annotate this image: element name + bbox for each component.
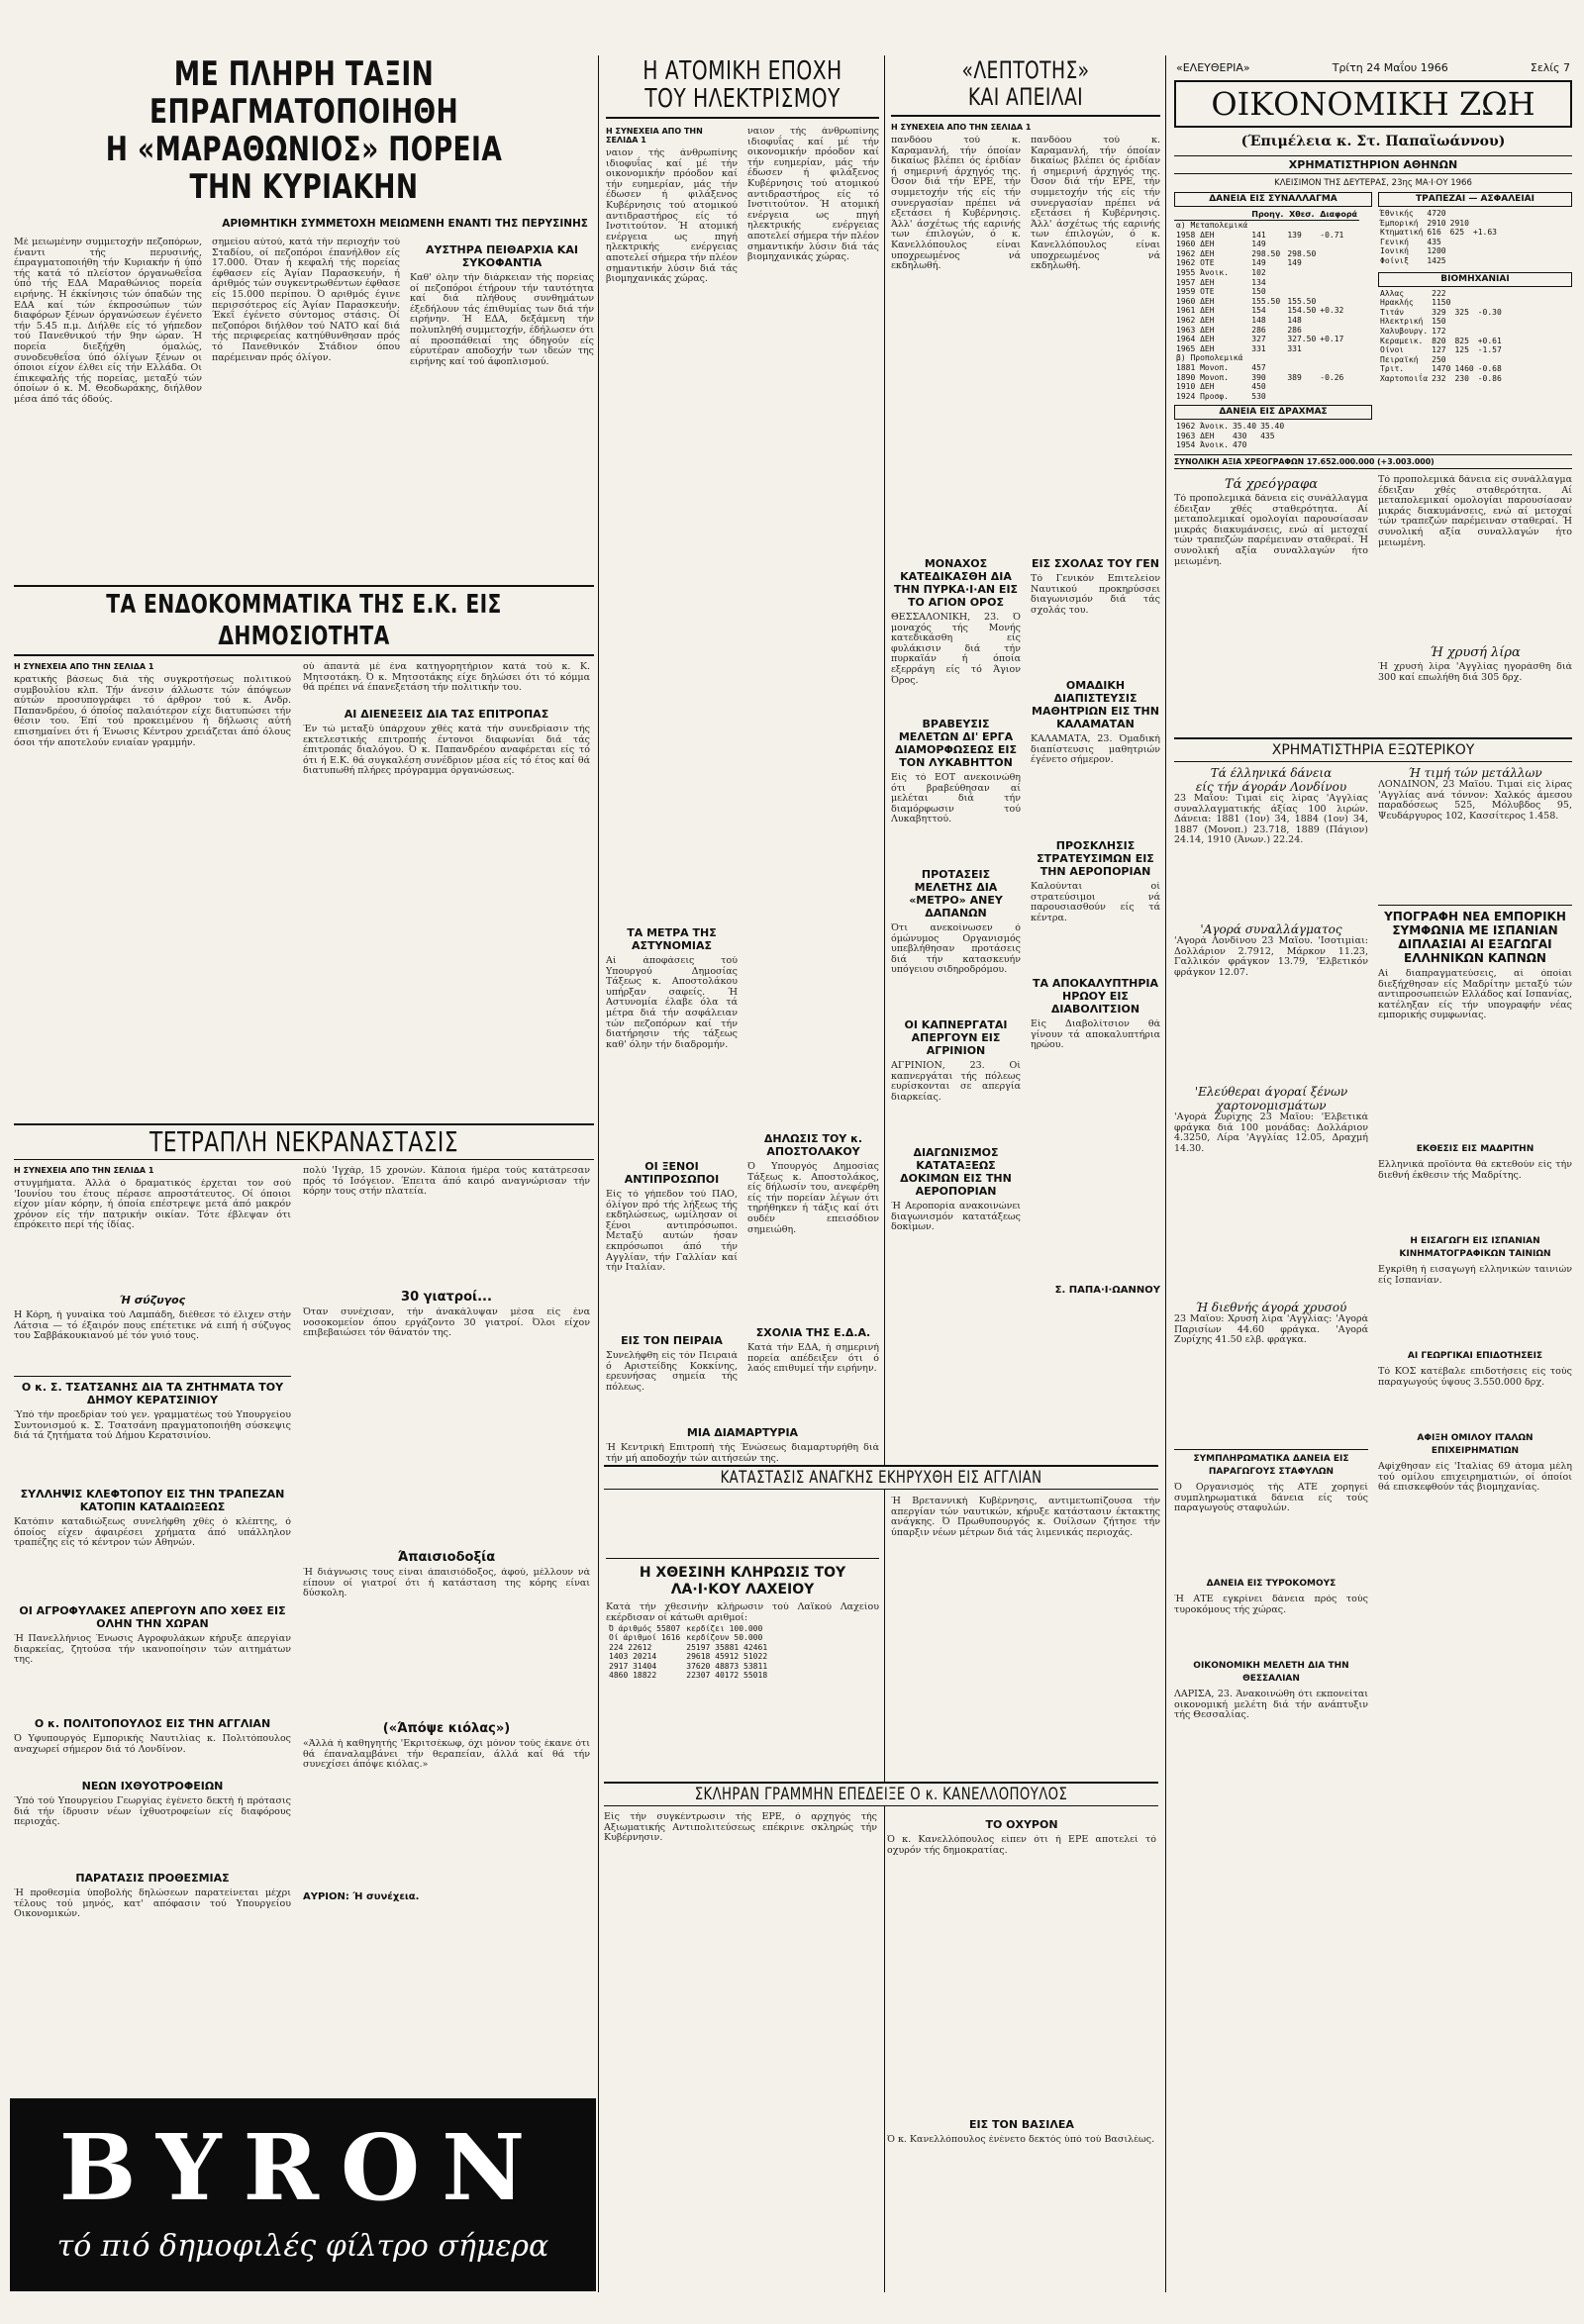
loan-row: 1961 ΔΕΗ 154 154.50 +0.32	[1176, 306, 1344, 316]
foreign-title: ΧΡΗΜΑΤΙΣΤΗΡΙΑ ΕΞΩΤΕΡΙΚΟΥ	[1174, 737, 1572, 762]
lottery-row: 224 22612 25197 35881 42461	[609, 1642, 768, 1652]
lead-subhead: ΑΥΣΤΗΡΑ ΠΕΙΘΑΡΧΙΑ ΚΑΙ ΣΥΚΟΦΑΝΤΙΑ	[426, 243, 578, 269]
byron-ad	[10, 2098, 596, 2291]
tyro-body: Ή ΑΤΕ εγκρίνει δάνεια πρός τούς τυροκόμους τής χώρας.	[1174, 1595, 1368, 1615]
thess-heading: ΟΙΚΟΝΟΜΙΚΗ ΜΕΛΕΤΗ ΔΙΑ ΤΗΝ ΘΕΣΣΑΛΙΑΝ	[1193, 1661, 1349, 1685]
ek-body-1: κρατικής βάσεως διά τής συγκροτήσεως πολιτικού συμβουλίου κλπ. Τήν άνεσιν άλλωστε τών άπόψεων αύτών προσυπογράφει τό άρθρον τού κ. Ανδρ. Παπανδρέου, ό όποίος παλαιότερον είχε διατυπώσει τήν θέσιν του. Έπί τού προκειμένου ή δήλωσις αύτή επισημαίνει ότι ή Ένωσις Κέντρου χρειάζεται άπό όλους όσοι τήν αποτελούν ενιαίαν γραμμήν.	[14, 675, 291, 748]
leptotis-body-1b: πανδόου τού κ. Καραμανλή, τήν όποίαν δικαίως βλέπει ός έριδίαν ή σημερινή άρχηγός της. Όσον διά τήν ΕΡΕ, τήν συμμετοχήν τής είς τήν συνεργασίαν πρέπει νά εξετάσει ή Κυβέρνησις. Άλλ' άσχέτως τής εαρινής των έπιλογών, ό κ. Κανελλόπουλος είναι υποχρεωμένος νά εκδηλωθή.	[1031, 136, 1160, 272]
banks-table	[1378, 209, 1499, 266]
madrid-body: Ελληνικά προϊόντα θά εκτεθούν είς τήν διεθνή έκθεσιν τής Μαδρίτης.	[1378, 1160, 1572, 1181]
exchange-title: ΧΡΗΜΑΤΙΣΤΗΡΙΟΝ ΑΘΗΝΩΝ	[1174, 155, 1572, 174]
lead-body-2: σημείου αύτού, κατά τήν περιοχήν τού Σταδίου, οί πεζοπόροι έπανήλθον είς 17.000. Όταν ή κεφαλή τής πορείας έφθασεν είς Άγίαν Παρασκευήν, ή άριθμός τών συγκεντρωθέντων έφθασε είς 15.000 περίπου. Ό αριθμός έγινε περισσότερος είς Άγίαν Παρασκευήν. Έκεΐ έγένετο σύντομος στάσις. Οί πεζοπόροι διήλθον τού ΝΑΤΟ καί διά τής περιφερείας κατηύθυνθησαν πρός τό Πανεθνικόν Στάδιον όπου παρέμειναν πρός όλίγον.	[212, 238, 400, 363]
coop-body: Ό Οργανισμός τής ΑΤΕ χορηγεί συμπληρωματικά δάνεια είς τούς παραγωγούς σταφυλών.	[1174, 1483, 1368, 1514]
loan-row: α) Μεταπολεμικά	[1176, 221, 1248, 230]
industry-row: Οίνοι 127 125 -1.57	[1380, 345, 1502, 355]
thess-body: ΛΑΡΙΣΑ, 23. Άνακοινώθη ότι εκπονείται οικονομική μελέτη διά τήν ανάπτυξιν τής Θεσσαλίας.	[1174, 1690, 1368, 1721]
loan-row: 1965 ΔΕΗ 331 331	[1176, 343, 1302, 353]
lead-body-1: Μέ μειωμένην συμμετοχήν πεζοπόρων, έναντι τής περυσινής, έπραγματοποιήθη τήν Κυριακήν ή ύπό τής κατά τό πλείστον όργανωθεΐσα ύπό τής ΕΔΑ Μαραθώνιος πορεία ειρήνης. Ή έκκίνησις τών όπαδών της ΕΔΑ καί τών έκπροσώπων τών διαφόρων ξένων όργανώσεων έγένετο τήν 5.45 π.μ. Διήλθε είς τό γήπεδον τού Πανεθνικού τήν 9ην ώραν. Ή πορεία διεξήχθη όμαλώς, συνοδευθεΐσα ύπό όλίγων ξένων οι όποιοι είχον έλθει είς τήν Ελλάδα. Οι έπικεφαλής τής πορείας, μεταξύ τών όποίων ό κ. Μ. Θεοδωράκης, διήλθον μέσα άπό τάς όδούς.	[14, 238, 202, 405]
tetrapli-body-6: «Άλλά ή καθηγητής 'Εκριτσέκωφ, όχι μόνον τούς έκανε ότι θά έπαναλαμβάνει τήν θεραπείαν, άλλά καί θά τήν συνεχίσει άπόψε κιόλας.»	[303, 1739, 590, 1771]
bank-row: Γενική 435	[1380, 237, 1441, 246]
industry-row: Ηρακλής 1150	[1380, 298, 1451, 308]
short-title-1: Ο κ. Σ. ΤΣΑΤΣΑΝΗΣ ΔΙΑ ΤΑ ΖΗΤΗΜΑΤΑ ΤΟΥ ΔΗΜΟΥ ΚΕΡΑΤΣΙΝΙΟΥ	[14, 1376, 291, 1406]
loan-row: 1924 Προσφ. 530	[1176, 391, 1266, 401]
tetrapli-subhead-2: 30 γιατροί...	[401, 1290, 492, 1305]
leptotis-body-3: Είς τό ΕΟΤ ανεκοινώθη ότι βραβεύθησαν αί μελέται διά τήν διαμόρφωσιν τού Λυκαβηττού.	[891, 773, 1021, 825]
loan-row: 1964 ΔΕΗ 327 327.50 +0.17	[1176, 335, 1344, 344]
tetrapli-headline: ΤΕΤΡΑΠΛΗ ΝΕΚΡΑΝΑΣΤΑΣΙΣ	[14, 1123, 594, 1160]
dilosis-body-2: Κατά τήν ΕΔΑ, ή σημερινή πορεία απέδειξεν ότι ό λαός επιθυμεί τήν ειρήνην.	[747, 1343, 879, 1375]
tobacco-body: Αί διαπραγματεύσεις, αί όποίαι διεξήχθησαν είς Μαδρίτην μεταξύ τών αντιπροσωπειών Ελλάδος καί Ισπανίας, κατέληξαν είς τήν υπογραφήν νέας εμπορικής συμφωνίας.	[1378, 969, 1572, 1021]
leptotis-body-7: Τό Γενικόν Επιτελείον Ναυτικού προκηρύσσει διαγωνισμόν διά τάς σχολάς του.	[1031, 574, 1160, 616]
exchange-closing: ΚΛΕΙΣΙΜΟΝ ΤΗΣ ΔΕΥΤΕΡΑΣ, 23ης ΜΑ·Ι·ΟΥ 1966	[1274, 178, 1472, 188]
lottery-table	[606, 1624, 770, 1680]
metals-heading: Ή τιμή τών μετάλλων	[1408, 766, 1542, 781]
anglia-headline: ΚΑΤΑΣΤΑΣΙΣ ΑΝΑΓΚΗΣ ΕΚΗΡΥΧΘΗ ΕΙΣ ΑΓΓΛΙΑΝ	[604, 1465, 1158, 1490]
tetrapli-continued: Η ΣΥΝΕΧΕΙΑ ΑΠΟ ΤΗΝ ΣΕΛΙΔΑ 1	[14, 1166, 154, 1175]
tetrapli-body-2: Η Κόρη, ή γυναίκα τού Λαμπάδη, διέθεσε τό έλιχεν στήν Λάτσια — τό έξαιρόν πους επέτετικε νά ειπή ή σύζυγος του Σαββάκουκιανού μέ τόν γυιό τους.	[14, 1310, 291, 1342]
left-section	[14, 0, 594, 2324]
leptotis-section	[891, 0, 1160, 1296]
lira-heading: Ή χρυσή λίρα	[1430, 645, 1521, 661]
leptotis-headline-2: ΚΑΙ ΑΠΕΙΛΑΙ	[891, 84, 1160, 117]
leptotis-subhead-6: ΕΙΣ ΣΧΟΛΑΣ ΤΟΥ ΓΕΝ	[1031, 557, 1160, 570]
leptotis-body-8: ΚΑΛΑΜΑΤΑ, 23. Όμαδική διαπίστευσις μαθητριών έγένετο σήμερον.	[1031, 734, 1160, 766]
dilosis-body: Ό Υπουργός Δημοσίας Τάξεως κ. Αποστολάκος, είς δήλωσίν του, ανεφέρθη είς τήν πορείαν λέγων ότι τηρήθηκεν ή τάξις καί ότι ουδέν επεισόδιον σημειώθη.	[747, 1162, 879, 1235]
drachma-row: 1963 ΔΕΗ 430 435	[1176, 431, 1275, 440]
loans-block	[1174, 192, 1372, 450]
agora-body: 'Αγορά Λονδίνου 23 Μαΐου. 'Ισοτιμίαι: Δολλάριον 2.7912, Μάρκον 11.23, Γαλλικόν φράγκον 13.79, 'Ελβετικόν φράγκον 12.07.	[1174, 936, 1368, 978]
ek-subhead: ΑΙ ΔΙΕΝΕΞΕΙΣ ΔΙΑ ΤΑΣ ΕΠΙΤΡΟΠΑΣ	[344, 708, 549, 721]
xrogr-body: Τό προπολεμικά δάνεια είς συνάλλαγμα έδειξαν χθές σταθερότητα. Αί μεταπολεμικαί ομολογίαι παρουσίασαν μικράς διακυμάνσεις, ενώ αί μετοχαί τών τραπεζών παρέμειναν σταθεραί. Ή συνολική αξία συναλλαγών ήτο μειωμένη.	[1174, 494, 1368, 567]
leptotis-headline-1: «ΛΕΠΤΟΤΗΣ»	[961, 56, 1090, 84]
industry-row: Τιτάν 329 325 -0.30	[1380, 307, 1502, 317]
loan-row: 1881 Μονοπ. 457	[1176, 362, 1266, 372]
atomic-body-1b: ναιον τής άνθρωπίνης ιδιοφυΐας καί μέ τήν οικονομικήν πρόοδον καί τήν ευημερίαν, μάς τήν έδωσεν ή φιλάξενος Κυβέρνησις τού ατομικού αντιδραστήρος είς τό Ινστιτούτον. Ή ατομική ενέργεια ως πηγή ηλεκτρικής ενέργειας αποτελεί σήμερα τήν πλέον σημαντικήν λύσιν διά τάς βιομηχανικάς χώρας.	[747, 127, 879, 263]
lottery-row: Ό άριθμός 55807 κερδίζει 100.000	[609, 1624, 763, 1633]
loan-row: 1958 ΔΕΗ 141 139 -0.71	[1176, 230, 1344, 240]
atomic-body-2: Αί άποφάσεις τού Υπουργού Δημοσίας Τάξεως κ. Αποστολάκου υπήρξαν σαφείς. Ή Αστυνομία έλαβε όλα τά μέτρα διά τήν ασφάλειαν τών πεζοπόρων καί τήν διατήρησιν τής τάξεως καθ' όλην τήν διαδρομήν.	[606, 956, 738, 1050]
kanellopoulos-body-3: Ό κ. Κανελλόπουλος ένένετο δεκτός ύπό τού Βασιλέως.	[887, 2135, 1155, 2145]
loan-row: 1959 ΟΤΕ 150	[1176, 287, 1266, 297]
italy-heading: ΑΦΙΞΗ ΟΜΙΛΟΥ ΙΤΑΛΩΝ ΕΠΙΧΕΙΡΗΜΑΤΙΩΝ	[1417, 1433, 1534, 1457]
economy-section	[1174, 0, 1572, 1749]
atomic-body-3: Είς τό γήπεδον τού ΠΑΟ, όλίγον πρό τής λήξεως τής εκδηλώσεως, ωμίλησαν οί ξένοι αντιπρόσωποι. Μεταξύ αυτών ήσαν εκπρόσωποι άπό τήν Αγγλίαν, τήν Γαλλίαν καί τήν Ιταλίαν.	[606, 1190, 738, 1274]
gold-body: 23 Μαΐου: Χρυσή λίρα 'Αγγλίας: 'Αγορά Παρισίων 44.60 φράγκα. 'Αγορά Ζυρίχης 41.50 ελβ. φράγκα.	[1174, 1314, 1368, 1346]
tetrapli-subhead-3: Άπαισιοδοξία	[397, 1550, 496, 1565]
lira-body: Ή χρυσή λίρα 'Αγγλίας ηγοράσθη διά 300 καί επωλήθη διά 305 δρχ.	[1378, 662, 1572, 683]
turnover: ΣΥΝΟΛΙΚΗ ΑΞΙΑ ΧΡΕΟΓΡΑΦΩΝ 17.652.000.000 (+3.003.000)	[1174, 454, 1572, 469]
short-title-5: ΝΕΩΝ ΙΧΘΥΟΤΡΟΦΕΙΩΝ	[81, 1780, 224, 1792]
leptotis-subhead-5: ΔΙΑΓΩΝΙΣΜΟΣ ΚΑΤΑΤΑΞΕΩΣ ΔΟΚΙΜΩΝ ΕΙΣ ΤΗΝ ΑΕΡΟΠΟΡΙΑΝ	[900, 1146, 1012, 1198]
loan-row: 1962 ΔΕΗ 148 148	[1176, 315, 1302, 325]
industry-table	[1378, 289, 1504, 384]
dilosis-subhead-2: ΜΙΑ ΔΙΑΜΑΡΤΥΡΙΑ	[686, 1426, 799, 1439]
leptotis-body-5: ΑΓΡΙΝΙΟΝ, 23. Οί καπνεργάται τής πόλεως ευρίσκονται σε απεργία διαρκείας.	[891, 1061, 1021, 1103]
short-body-4: Ό Υφυπουργός Εμπορικής Ναυτιλίας κ. Πολιτόπουλος αναχωρεί σήμερον διά τό Λονδίνον.	[14, 1734, 291, 1755]
lottery-headline: Η ΧΘΕΣΙΝΗ ΚΛΗΡΩΣΙΣ ΤΟΥ ΛΑ·Ι·ΚΟΥ ΛΑΧΕΙΟΥ	[606, 1558, 879, 1598]
bank-row: Έμπορική 2910 2910	[1380, 218, 1469, 228]
xrogr-body-b: Τό προπολεμικά δάνεια είς συνάλλαγμα έδειξαν χθές σταθερότητα. Αί μεταπολεμικαί ομολογίαι παρουσίασαν μικράς διακυμάνσεις, ενώ αί μετοχαί τών τραπεζών παρέμειναν σταθεραί. Ή συνολική αξία συναλλαγών ήτο μειωμένη.	[1378, 475, 1572, 548]
leptotis-body-1: πανδόου τού κ. Καραμανλή, τήν όποίαν δικαίως βλέπει ός έριδίαν ή σημερινή άρχηγός της. Όσον διά τήν ΕΡΕ, τήν συμμετοχήν τής είς τήν συνεργασίαν πρέπει νά εξετάσει ή Κυβέρνησις. Άλλ' άσχέτως τής εαρινής των έπιλογών, ό κ. Κανελλόπουλος είναι υποχρεωμένος νά εκδηλωθή.	[891, 136, 1021, 272]
leptotis-subhead-7: ΟΜΑΔΙΚΗ ΔΙΑΠΙΣΤΕΥΣΙΣ ΜΑΘΗΤΡΙΩΝ ΕΙΣ ΤΗΝ ΚΑΛΑΜΑΤΑΝ	[1032, 679, 1159, 730]
short-title-4: Ο κ. ΠΟΛΙΤΟΠΟΥΛΟΣ ΕΙΣ ΤΗΝ ΑΓΓΛΙΑΝ	[34, 1717, 271, 1730]
short-body-2: Κατόπιν καταδιώξεως συνελήφθη χθές ό κλέπτης, ό όποίος είχεν άφαιρέσει χρήματα άπό υπάλληλον τραπέζης είς τό κέντρον τών Αθηνών.	[14, 1517, 291, 1549]
lottery-row: Οί άριθμοί 1616 κερδίζουν 50.000	[609, 1633, 763, 1643]
loan-row: 1955 Άνοικ. 102	[1176, 267, 1266, 277]
masthead-page: Σελίς 7	[1530, 61, 1570, 74]
tetrapli-body-4: Όταν συνέχισαν, τήν άνακάλυψαν μέσα είς ένα νοσοκομείον όπου εργάζοντο 30 γιατροί. Όλοι είχον επιβεβαιώσει τόν θάνατόν της.	[303, 1307, 590, 1339]
industry-heading: ΒΙΟΜΗΧΑΝΙΑΙ	[1378, 272, 1572, 287]
greek-loans-heading: Τά έλληνικά δάνεια	[1210, 766, 1333, 781]
leptotis-body-9: Καλούνται οί στρατεύσιμοι νά παρουσιασθούν είς τά κέντρα.	[1031, 882, 1160, 923]
atomic-body-1: ναιον τής άνθρωπίνης ιδιοφυΐας καί μέ τήν οικονομικήν πρόοδον καί τήν ευημερίαν, μάς τήν έδωσεν ή φιλάξενος Κυβέρνησις τού ατομικού αντιδραστήρος είς τό Ινστιτούτον. Ή ατομική ενέργεια ως πηγή ηλεκτρικής ενέργειας αποτελεί σήμερα τήν πλέον σημαντικήν λύσιν διά τάς βιομηχανικάς χώρας.	[606, 148, 738, 285]
industry-row: Αλλας 222	[1380, 288, 1446, 298]
loans-table: Προηγ. Χθεσ. Διαφορά α) Μεταπολεμικά 1958 ΔΕΗ 141 139 -0.71 1960 ΔΕΗ 149 1962 ΔΕΗ 298.50 298.50 1962 ΟΤΕ 149 149 1955 Άνοικ. 102 1957 ΔΕΗ 134 1959 ΟΤΕ 150 1960 ΔΕΗ 155.50 155.50 1961 ΔΕΗ 154 154.50 +0.32 1962 ΔΕΗ 148 148 1963 ΔΕΗ 286 286 1964 ΔΕΗ 327 327.50 +0.17 1965 ΔΕΗ 331 331 β) Προπολεμικά 1881 Μονοπ. 457 1890 Μονοπ. 390 389 -0.26 1910 ΔΕΗ 450 1924 Προσφ. 530	[1176, 210, 1358, 401]
free-markets-body: 'Αγορά Ζυρίχης 23 Μαΐου: 'Ελβετικά φράγκα διά 100 μονάδας: Δολλάριον 4.3250, Λίρα 'Αγγλίας 12.05, Δραχμή 14.30.	[1174, 1113, 1368, 1154]
drachma-heading: ΔΑΝΕΙΑ ΕΙΣ ΔΡΑΧΜΑΣ	[1174, 405, 1372, 420]
leptotis-body-10: Είς Διαβολίτσιον θά γίνουν τά αποκαλυπτήρια ηρώου.	[1031, 1019, 1160, 1051]
lottery-row: 2917 31404 37620 48873 53811	[609, 1661, 768, 1671]
lead-subtitle: ΑΡΙΘΜΗΤΙΚΗ ΣΥΜΜΕΤΟΧΗ ΜΕΙΩΜΕΝΗ ΕΝΑΝΤΙ ΤΗΣ ΠΕΡΥΣΙΝΗΣ	[222, 218, 588, 230]
loan-row: β) Προπολεμικά	[1176, 353, 1243, 363]
drachma-table	[1174, 422, 1290, 450]
drachma-row: 1962 Άνοικ. 35.40 35.40	[1176, 422, 1285, 432]
dilosis-subhead-1: ΣΧΟΛΙΑ ΤΗΣ Ε.Δ.Α.	[755, 1326, 871, 1339]
agri-heading: ΑΙ ΓΕΩΡΓΙΚΑΙ ΕΠΙΔΟΤΗΣΕΙΣ	[1407, 1351, 1543, 1362]
bank-row: Κτηματική 616 625 +1.63	[1380, 228, 1497, 238]
atomic-subhead-3: ΕΙΣ ΤΟΝ ΠΕΙΡΑΙΑ	[621, 1334, 723, 1347]
tetrapli-subhead-4: («Άπόψε κιόλας»)	[382, 1721, 511, 1736]
loan-row: 1957 ΔΕΗ 134	[1176, 277, 1266, 287]
loan-row: 1960 ΔΕΗ 149	[1176, 240, 1266, 249]
kanellopoulos-headline: ΣΚΛΗΡΑΝ ΓΡΑΜΜΗΝ ΕΠΕΔΕΙΞΕ Ο κ. ΚΑΝΕΛΛΟΠΟΥΛΟΣ	[604, 1782, 1158, 1806]
loan-row: 1962 ΔΕΗ 298.50 298.50	[1176, 248, 1317, 258]
cinema-heading: Η ΕΙΣΑΓΩΓΗ ΕΙΣ ΙΣΠΑΝΙΑΝ ΚΙΝΗΜΑΤΟΓΡΑΦΙΚΩΝ ΤΑΙΝΙΩΝ	[1399, 1236, 1551, 1260]
masthead-date: Τρίτη 24 Μαΐου 1966	[1332, 61, 1448, 74]
cinema-body: Εγκρίθη ή εισαγωγή ελληνικών ταινιών είς Ισπανίαν.	[1378, 1265, 1572, 1286]
masthead	[1174, 61, 1572, 74]
kanellopoulos-subhead-2: ΕΙΣ ΤΟΝ ΒΑΣΙΛΕΑ	[969, 2118, 1074, 2131]
industry-row: Χαλυβουργ. 172	[1380, 326, 1446, 336]
italy-body: Αφίχθησαν είς 'Ιταλίας 69 άτομα μέλη τού ομίλου επιχειρηματιών, οί όποίοι θά επισκεφθούν τάς βιομηχανίας.	[1378, 1462, 1572, 1494]
tetrapli-tomorrow: ΑΥΡΙΟΝ: Ή συνέχεια.	[303, 1891, 420, 1902]
leptotis-body-2: ΘΕΣΣΑΛΟΝΙΚΗ, 23. Ό μοναχός τής Μονής κατεδικάσθη είς φυλάκισιν διά τήν πυρκαϊάν ή όποία εξερράγη είς τό Άγιον Όρος.	[891, 613, 1021, 686]
coop-heading: ΣΥΜΠΛΗΡΩΜΑΤΙΚΑ ΔΑΝΕΙΑ ΕΙΣ ΠΑΡΑΓΩΓΟΥΣ ΣΤΑΦΥΛΩΝ	[1174, 1449, 1368, 1479]
gold-heading: Ή διεθνής άγορά χρυσού	[1195, 1301, 1347, 1315]
kanellopoulos-body: Είς τήν συγκέντρωσιν τής ΕΡΕ, ό αρχηγός τής Αξιωματικής Αντιπολιτεύσεως επέκρινε σκληρώς τήν Κυβέρνησιν.	[604, 1812, 877, 1844]
kanellopoulos-subhead-1: ΤΟ ΟΧΥΡΟΝ	[985, 1818, 1058, 1831]
greek-loans-heading-2: είς τήν άγοράν Λονδίνου	[1195, 780, 1347, 795]
leptotis-subhead-1: ΜΟΝΑΧΟΣ ΚΑΤΕΔΙΚΑΣΘΗ ΔΙΑ ΤΗΝ ΠΥΡΚΑ·Ι·ΑΝ ΕΙΣ ΤΟ ΑΓΙΟΝ ΟΡΟΣ	[893, 557, 1019, 609]
kanellopoulos-body-2: Ό κ. Κανελλόπουλος είπεν ότι ή ΕΡΕ αποτελεί τό οχυρόν τής δημοκρατίας.	[887, 1835, 1156, 1856]
industry-row: Πειραϊκή 250	[1380, 354, 1446, 364]
industry-row: Ηλεκτρική 150	[1380, 317, 1446, 327]
lead-headline-2: Η «ΜΑΡΑΘΩΝΙΟΣ» ΠΟΡΕΙΑ ΤΗΝ ΚΥΡΙΑΚΗΝ	[105, 130, 503, 207]
anglia-body: Ή Βρεταννική Κυβέρνησις, αντιμετωπίζουσα τήν απεργίαν τών ναυτικών, κήρυξε κατάστασιν έκτακτης ανάγκης. Ό Πρωθυπουργός κ. Ουίλσων ζήτησε τήν ύπαρξιν νέων μέτρων διά τάς λιμενικάς περιοχάς.	[891, 1497, 1160, 1538]
leptotis-body-4: Ότι ανεκοίνωσεν ό όμώνυμος Οργανισμός υπεβλήθησαν προτάσεις διά τήν κατασκευήν υπόγειου σιδηροδρόμου.	[891, 923, 1021, 976]
lead-body-3: Καθ' όλην τήν διάρκειαν τής πορείας οί πεζοπόροι έτήρουν τήν ταυτότητα καί διά πλήθους συνθημάτων έξεδήλουν τάς έπιθυμίας των διά τήν ειρήνην. Ή ΕΔΑ, δεξάμενη τήν πολυπληθή συμμετοχήν, έδήλωσεν ότι αί προσπάθειαί της όδηγούν είς εύρυτέραν αποδοχήν των ιδεών της ειρήνης καί τού άφοπλισμού.	[410, 273, 594, 367]
dilosis-headline: ΔΗΛΩΣΙΣ ΤΟΥ κ. ΑΠΟΣΤΟΛΑΚΟΥ	[763, 1132, 863, 1158]
dilosis-body-3: Ή Κεντρική Επιτροπή τής Ένώσεως διαμαρτυρήθη διά τήν μή αποδοχήν τών αιτήσεών της.	[606, 1443, 879, 1464]
lottery-row: 1403 20214 29618 45912 51022	[609, 1652, 768, 1662]
agri-body: Τό ΚΟΣ κατέβαλε επιδοτήσεις είς τούς παραγωγούς ύψους 3.550.000 δρχ.	[1378, 1367, 1572, 1388]
metals-body: ΛΟΝΔΙΝΟΝ, 23 Μαΐου. Τιμαί είς λίρας 'Αγγλίας ανά τόννον: Χαλκός άμεσου παραδόσεως 525, Μόλυβδος 95, Ψευδάργυρος 102, Κασσίτερος 1.458.	[1378, 780, 1572, 822]
ek-continued: Η ΣΥΝΕΧΕΙΑ ΑΠΟ ΤΗΝ ΣΕΛΙΔΑ 1	[14, 662, 154, 671]
lead-headline-1: ΜΕ ΠΛΗΡΗ ΤΑΞΙΝ ΕΠΡΑΓΜΑΤΟΠΟΙΗΘΗ	[148, 54, 459, 132]
ek-headline: ΤΑ ΕΝΔΟΚΟΜΜΑΤΙΚΑ ΤΗΣ Ε.Κ. ΕΙΣ ΔΗΜΟΣΙΟΤΗΤΑ	[14, 585, 594, 656]
industry-row: Χαρτοποιΐα 232 230 -0.86	[1380, 373, 1502, 383]
short-title-2: ΣΥΛΛΗΨΙΣ ΚΛΕΦΤΟΠΟΥ ΕΙΣ ΤΗΝ ΤΡΑΠΕΖΑΝ ΚΑΤΟΠΙΝ ΚΑΤΑΔΙΩΞΕΩΣ	[20, 1488, 285, 1513]
industry-row: Τριτ. 1470 1460 -0.68	[1380, 364, 1502, 374]
lottery-row: 4860 18822 22307 40172 55018	[609, 1671, 768, 1681]
tetrapli-body-3: πολύ 'Ιγχάρ, 15 χρονών. Κάποια ήμέρα τούς κατάτρεσαν πρός τό Ισόγειον. Έπειτα άπό καιρό αναγνώρισαν τήν κόρην τους στήν πλατεία.	[303, 1166, 590, 1198]
loan-row: 1960 ΔΕΗ 155.50 155.50	[1176, 296, 1317, 306]
masthead-paper: «ΕΛΕΥΘΕΡΙΑ»	[1176, 61, 1250, 74]
greek-loans-body: 23 Μαΐου: Τιμαί είς λίρας 'Αγγλίας συναλλαγματικής άξίας 100 λιρών. Δάνεια: 1881 (1ον) 34, 1884 (1ον) 34, 1887 (Μονοπ.) 23.718, 1889 (Πάγιον) 24.14, 1910 (Άνων.) 22.24.	[1174, 794, 1368, 846]
atomic-section	[606, 0, 879, 1680]
atomic-subhead-1: ΤΑ ΜΕΤΡΑ ΤΗΣ ΑΣΤΥΝΟΜΙΑΣ	[627, 926, 717, 952]
xrogr-heading: Τά χρεόγραφα	[1225, 477, 1318, 493]
economy-title: ΟΙΚΟΝΟΜΙΚΗ ΖΩΗ	[1174, 80, 1572, 128]
short-body-6: Ή προθεσμία ύποβολής δηλώσεων παρατείνεται μέχρι τέλους τού μηνός, κατ' απόφασιν τού Υπουργείου Οικονομικών.	[14, 1888, 291, 1920]
industry-row: Κεραμεικ. 820 825 +0.61	[1380, 336, 1502, 345]
short-title-3: ΟΙ ΑΓΡΟΦΥΛΑΚΕΣ ΑΠΕΡΓΟΥΝ ΑΠΟ ΧΘΕΣ ΕΙΣ ΟΛΗΝ ΤΗΝ ΧΩΡΑΝ	[19, 1604, 286, 1630]
madrid-heading: ΕΚΘΕΣΙΣ ΕΙΣ ΜΑΔΡΙΤΗΝ	[1416, 1144, 1534, 1155]
tobacco-headline: ΥΠΟΓΡΑΦΗ ΝΕΑ ΕΜΠΟΡΙΚΗ ΣΥΜΦΩΝΙΑ ΜΕ ΙΣΠΑΝΙΑΝ ΔΙΠΛΑΣΙΑΙ ΑΙ ΕΞΑΓΩΓΑΙ ΕΛΛΗΝΙΚΩΝ ΚΑΠΝΩΝ	[1378, 905, 1572, 965]
loan-row: 1910 ΔΕΗ 450	[1176, 382, 1266, 392]
ad-tagline: τό πιό δημοφιλές φίλτρο σήμερα	[56, 2229, 549, 2264]
leptotis-subhead-2: ΒΡΑΒΕΥΣΙΣ ΜΕΛΕΤΩΝ ΔΙ' ΕΡΓΑ ΔΙΑΜΟΡΦΩΣΕΩΣ ΕΙΣ ΤΟΝ ΛΥΚΑΒΗΤΤΟΝ	[894, 718, 1018, 769]
ad-brand: BYRON	[58, 2114, 547, 2221]
tetrapli-body-1: στυγμήματα. Άλλά ό δραματικός έρχεται τον σού 'Ιουνίου του έτους πέρασε απροστάτευτος. Οί όποιοι είχον μίαν κόρην, ή όποία επέστρεψε μετά άπό μακρόν χρόνον είς τήν πατρικήν οικίαν. Τότε έβλεψαν ότι έπρόκειτο περί τής ίδίας.	[14, 1179, 291, 1231]
loan-row: 1963 ΔΕΗ 286 286	[1176, 325, 1302, 335]
leptotis-continued: Η ΣΥΝΕΧΕΙΑ ΑΠΟ ΤΗΝ ΣΕΛΙΔΑ 1	[891, 123, 1032, 132]
atomic-continued: Η ΣΥΝΕΧΕΙΑ ΑΠΟ ΤΗΝ ΣΕΛΙΔΑ 1	[606, 127, 703, 145]
tyro-heading: ΔΑΝΕΙΑ ΕΙΣ ΤΥΡΟΚΟΜΟΥΣ	[1206, 1579, 1336, 1590]
lottery-intro: Κατά τήν χθεσινήν κλήρωσιν τού Λαϊκού Λαχείου εκέρδισαν οί κάτωθι αριθμοί:	[606, 1602, 879, 1623]
leptotis-body-6: Ή Αεροπορία ανακοινώνει διαγωνισμόν κατατάξεως δοκίμων.	[891, 1202, 1021, 1233]
leptotis-subhead-8: ΠΡΟΣΚΛΗΣΙΣ ΣΤΡΑΤΕΥΣΙΜΩΝ ΕΙΣ ΤΗΝ ΑΕΡΟΠΟΡΙΑΝ	[1037, 839, 1154, 878]
loan-row: 1890 Μονοπ. 390 389 -0.26	[1176, 372, 1344, 382]
bank-row: Φοίνιξ 1425	[1380, 255, 1446, 265]
atomic-body-4: Συνελήφθη είς τόν Πειραιά ό Αριστείδης Κοκκίνης, ερευνήσας σημεία τής πόλεως.	[606, 1351, 738, 1393]
ek-body-2: ού άπαντά μέ ένα κατηγορητήριον κατά τού κ. Κ. Μητσοτάκη. Ό κ. Μητσοτάκης είχε δηλώσει ότι τό κόμμα θά πρέπει νά έπανεξετάση τήν πολιτικήν του.	[303, 662, 590, 694]
leptotis-subhead-4: ΟΙ ΚΑΠΝΕΡΓΑΤΑΙ ΑΠΕΡΓΟΥΝ ΕΙΣ ΑΓΡΙΝΙΟΝ	[904, 1018, 1008, 1057]
short-body-1: Ύπό τήν προεδρίαν τού γεν. γραμματέως τού Υπουργείου Συντονισμού κ. Σ. Τσατσάνη πραγματοποιήθη σύσκεψις διά τά ζητήματα τού Δήμου Κερατσινίου.	[14, 1410, 291, 1442]
bank-row: Έθνικής 4720	[1380, 209, 1446, 218]
kanellopoulos-section	[604, 1782, 1158, 2287]
economy-editor: (Έπιμέλεια κ. Στ. Παπαϊωάννου)	[1240, 134, 1506, 149]
atomic-headline-2: ΤΟΥ ΗΛΕΚΤΡΙΣΜΟΥ	[606, 85, 879, 119]
leptotis-subhead-3: ΠΡΟΤΑΣΕΙΣ ΜΕΛΕΤΗΣ ΔΙΑ «ΜΕΤΡΟ» ΑΝΕΥ ΔΑΠΑΝΩΝ	[909, 868, 1003, 920]
tetrapli-subhead-1: Ή σύζυγος	[119, 1294, 186, 1307]
tetrapli-body-5: Ή διάγνωσις τους είναι άπαισιόδοξος, άφού, μέλλουν νά είπουν οί γιατροί ότι ή κατάσταση της κόρης είναι δύσκολη.	[303, 1568, 590, 1599]
loan-row: 1962 ΟΤΕ 149 149	[1176, 258, 1302, 268]
free-markets-heading: 'Ελεύθεραι άγοραί ξένων χαρτονομισμάτων	[1194, 1085, 1348, 1114]
leptotis-subhead-9: ΤΑ ΑΠΟΚΑΛΥΠΤΗΡΙΑ ΗΡΩΟΥ ΕΙΣ ΔΙΑΒΟΛΙΤΣΙΟΝ	[1032, 977, 1158, 1016]
short-title-6: ΠΑΡΑΤΑΣΙΣ ΠΡΟΘΕΣΜΙΑΣ	[75, 1872, 230, 1885]
agora-heading: 'Αγορά συναλλάγματος	[1200, 922, 1342, 937]
short-body-5: Ύπό τού Υπουργείου Γεωργίας έγένετο δεκτή ή πρότασις διά τήν ίδρυσιν νέων ίχθυοτροφείων είς διαφόρους περιοχάς.	[14, 1796, 291, 1828]
ek-body-3: Έν τώ μεταξύ ύπάρχουν χθές κατά τήν συνεδρίασιν τής εκτελεστικής επιτροπής έντονοι διαφωνίαι διά τάς έπιτροπάς διαλόγου. Ό κ. Παπανδρέου αναφέρεται είς τό ότι ή Ε.Κ. θά συγκαλέση συνέδριον μέσα είς τό έτος καί θά διατυπωθή πλήρες πρόγραμμα όργανώσεως.	[303, 725, 590, 777]
short-body-3: Ή Πανελλήνιος Ένωσις Αγροφυλάκων κήρυξε άπεργίαν διαρκείας, ζητούσα τήν ικανοποίησιν τών αιτημάτων της.	[14, 1634, 291, 1666]
anglia-section	[604, 1465, 1158, 1490]
atomic-subhead-2: ΟΙ ΞΕΝΟΙ ΑΝΤΙΠΡΟΣΩΠΟΙ	[624, 1160, 720, 1186]
bank-row: Ιονική 1200	[1380, 246, 1446, 256]
leptotis-signature: Σ. ΠΑΠΑ·Ι·ΩΑΝΝΟΥ	[1054, 1285, 1160, 1296]
atomic-headline-1: Η ΑΤΟΜΙΚΗ ΕΠΟΧΗ	[643, 56, 842, 86]
loans-heading: ΔΑΝΕΙΑ ΕΙΣ ΣΥΝΑΛΛΑΓΜΑ	[1174, 192, 1372, 207]
drachma-row: 1954 Άνοικ. 470	[1176, 440, 1247, 450]
shorts-list	[14, 1376, 291, 1928]
banks-heading: ΤΡΑΠΕΖΑΙ — ΑΣΦΑΛΕΙΑΙ	[1378, 192, 1572, 207]
